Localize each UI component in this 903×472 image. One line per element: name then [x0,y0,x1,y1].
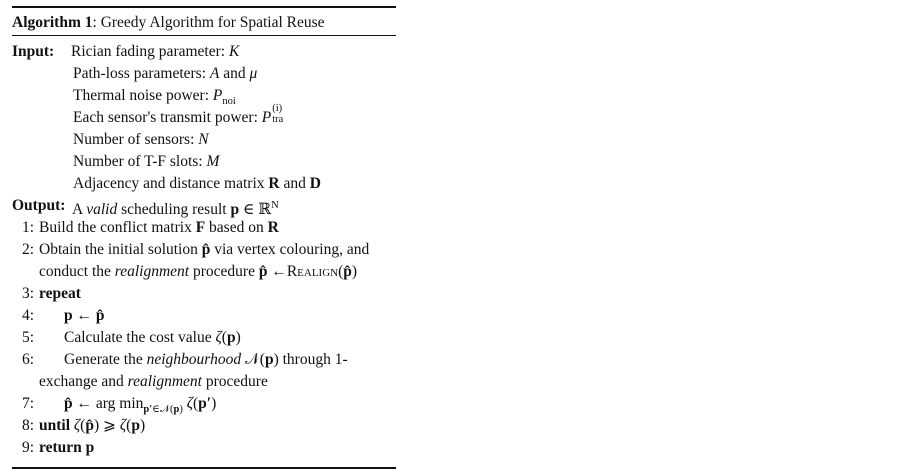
algorithm-title [12,8,396,35]
input-line-5 [12,129,396,151]
step-number: 2: [21,241,34,258]
input-line-2 [12,63,396,85]
step-6-cont [12,371,396,393]
tx-subscript: tra [272,114,284,125]
input-sensors: Number of sensors: N [73,131,209,148]
step-text: repeat [39,285,81,302]
step-number: 6: [21,351,34,368]
step-number: 5: [21,329,34,346]
step-text: until ζ(p̂) ⩾ ζ(p) [39,417,146,434]
algorithm-label: Algorithm 1 [12,14,93,31]
input-line-7 [12,173,396,195]
step-9 [12,437,396,459]
output-label: Output: [12,197,66,214]
step-number: 8: [21,417,34,434]
input-noise: Thermal noise power: $P_{noi}$ [73,87,236,108]
input-line-4 [12,103,396,129]
step-number: 7: [21,395,34,412]
step-number: 3: [21,285,34,302]
input-rician: Rician fading parameter: K [71,43,240,60]
input-txpower: Each sensor's transmit power: P (i) tra [73,107,289,129]
step-number: 4: [21,307,34,324]
step-text: p̂ ← arg $\min_{p'\in 𝒩(p)} \zeta(p')$ [64,395,217,416]
input-line-1 [12,41,396,63]
step-text: Obtain the initial solution p̂ via vertex colouring, and [39,241,370,258]
algorithm-block [12,6,396,469]
algorithm-title-text: : Greedy Algorithm for Spatial Reuse [92,14,325,31]
output-line [12,195,396,217]
step-3 [12,283,396,305]
step-text: p ← p̂ [64,307,105,324]
output-superscript: N [271,200,279,211]
step-4 [12,305,396,327]
input-line-3 [12,85,396,107]
step-text: Calculate the cost value ζ(p) [64,329,241,346]
input-line-6 [12,151,396,173]
step-number: 9: [21,439,34,456]
input-matrices: Adjacency and distance matrix R and D [73,175,321,192]
input-pathloss: Path-loss parameters: A and μ [73,65,258,82]
step-8 [12,415,396,437]
noise-subscript: noi [222,96,236,108]
step-text: Generate the neighbourhood 𝒩(p) through 1- [64,351,348,368]
step-6 [12,349,396,371]
input-slots: Number of T-F slots: M [73,153,220,170]
step-text: Build the conflict matrix F based on R [39,219,279,236]
step-7 [12,393,396,415]
output-text: A valid scheduling result p ∈ ℝ$^N$ [72,200,279,219]
step-text: return p [39,439,95,456]
step-5 [12,327,396,349]
tx-superscript: (i) [272,103,283,114]
step-2-cont [12,261,396,283]
title-rule [12,35,396,36]
step-text: exchange and realignment procedure [39,373,268,390]
step-number: 1: [21,219,34,236]
input-label: Input: [12,43,55,60]
step-text: conduct the realignment procedure p̂ ←Realign(p̂) [39,263,358,280]
step-1 [12,217,396,239]
bottom-rule [12,467,396,469]
step-2 [12,239,396,261]
